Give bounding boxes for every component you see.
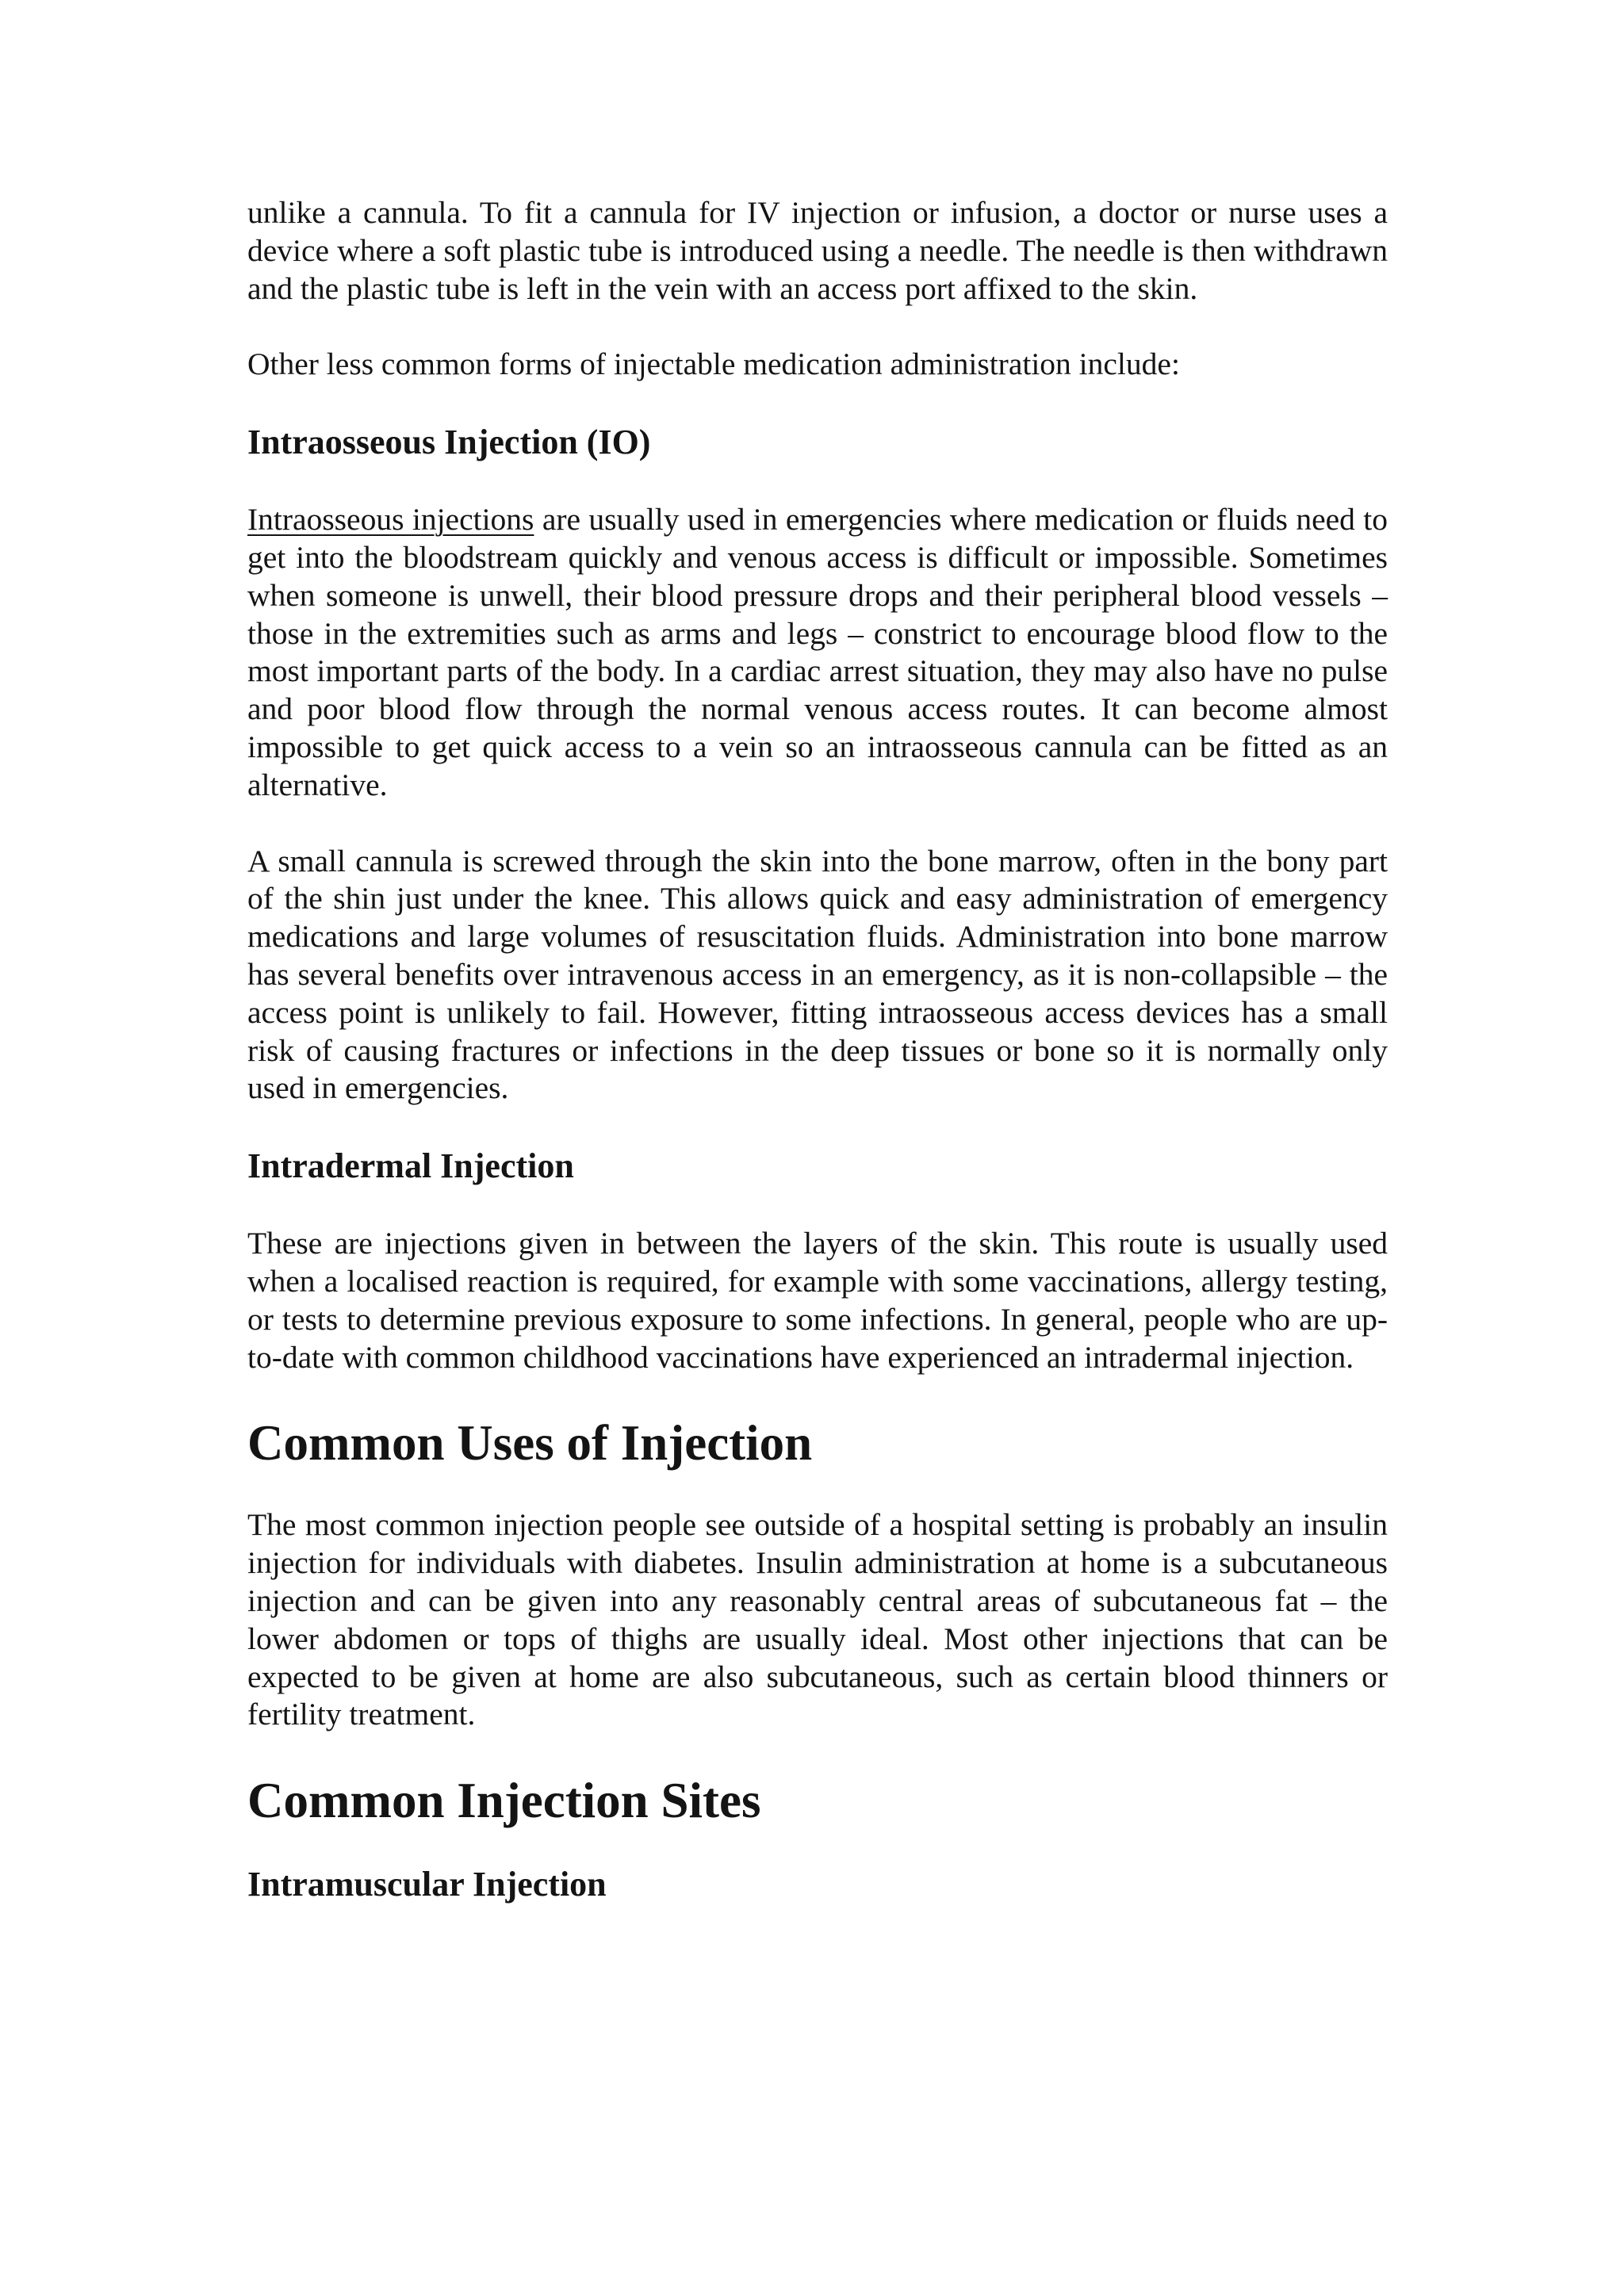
heading-intraosseous: Intraosseous Injection (IO) [247, 423, 651, 462]
paragraph-intradermal: These are injections given in between the layers of the skin. This route is usually used when a localised reaction is required, for example with some vaccinations, allergy testing, or tests to determine previous exposure to some infections. In general, people who are up-to-date with common childhood vaccinations have experienced an intradermal injection. [247, 1226, 1388, 1375]
paragraph-intraosseous-1-text: are usually used in emergencies where medication or fluids need to get into the bloodstream quickly and venous access is difficult or impossible. Sometimes when someone is unwell, their blood pressure drops and their peripheral blood vessels – those in the extremities such as arms and legs – constrict to encourage blood flow to the most important parts of the body. In a cardiac arrest situation, they may also have no pulse and poor blood flow through the normal venous access routes. It can become almost impossible to get quick access to a vein so an intraosseous cannula can be fitted as an alternative. [247, 502, 1388, 802]
paragraph-intraosseous-1 [247, 501, 1388, 804]
heading-intramuscular: Intramuscular Injection [247, 1865, 607, 1904]
heading-common-sites: Common Injection Sites [247, 1773, 761, 1829]
paragraph-common-uses: The most common injection people see outside of a hospital setting is probably an insulin injection for individuals with diabetes. Insulin administration at home is a subcutaneous injection and can be given into any reasonably central areas of subcutaneous fat – the lower abdomen or tops of thighs are usually ideal. Most other injections that can be expected to be given at home are also subcutaneous, such as certain blood thinners or fertility treatment. [247, 1507, 1388, 1732]
paragraph-other-forms: Other less common forms of injectable medication administration include: [247, 346, 1180, 382]
intraosseous-injections-link[interactable]: Intraosseous injections [247, 502, 534, 538]
paragraph-cannula-continuation: unlike a cannula. To fit a cannula for IV injection or infusion, a doctor or nurse uses a device where a soft plastic tube is introduced using a needle. The needle is then withdrawn and the plastic tube is left in the vein with an access port affixed to the skin. [247, 195, 1388, 306]
document-page [247, 194, 1388, 1943]
heading-intradermal: Intradermal Injection [247, 1146, 574, 1186]
paragraph-intraosseous-2: A small cannula is screwed through the skin into the bone marrow, often in the bony part of the shin just under the knee. This allows quick and easy administration of emergency medications and large volumes of resuscitation fluids. Administration into bone marrow has several benefits over intravenous access in an emergency, as it is non-collapsible – the access point is unlikely to fail. However, fitting intraosseous access devices has a small risk of causing fractures or infections in the deep tissues or bone so it is normally only used in emergencies. [247, 843, 1388, 1106]
heading-common-uses: Common Uses of Injection [247, 1415, 813, 1471]
